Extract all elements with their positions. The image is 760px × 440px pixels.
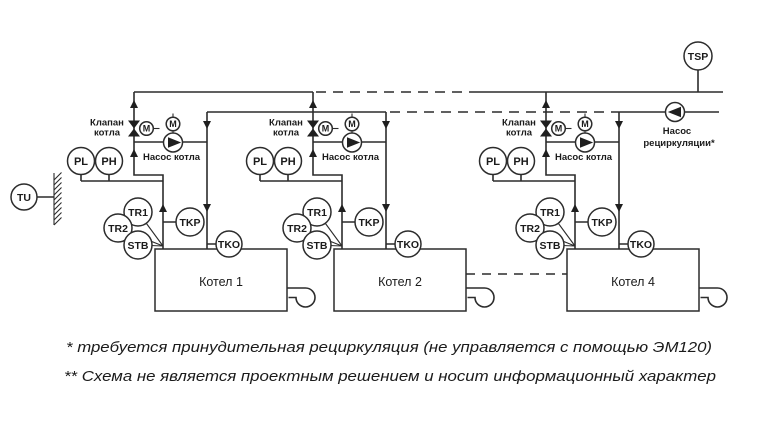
- pump-label: Насос котла: [555, 152, 613, 163]
- sensor-tr1-label: TR1: [307, 207, 327, 219]
- boiler-valve-icon: [128, 121, 140, 129]
- sensor-ph-label: PH: [280, 156, 296, 168]
- valve-motor-label: M: [554, 123, 563, 134]
- boiler-name: Котел 2: [378, 275, 422, 289]
- flow-arrow-up-icon: [159, 204, 167, 212]
- valve-label-line2: котла: [272, 127, 300, 139]
- flow-arrow-up-icon: [130, 149, 138, 157]
- burner-volute-icon: [466, 288, 494, 307]
- sensor-tkp-label: TKP: [358, 217, 380, 229]
- sensor-tr2-label: TR2: [520, 223, 540, 235]
- boiler-valve-icon: [128, 129, 140, 137]
- footnote-1: * требуется принудительная рециркуляция (не управляется с помощью ЭМ120): [66, 339, 713, 356]
- sensor-tko-label: TKO: [396, 239, 420, 251]
- valve-label-line1: Клапан: [269, 117, 303, 129]
- sensor-pl-label: PL: [485, 156, 501, 168]
- sensor-tr1-label: TR1: [540, 207, 560, 219]
- valve-motor-label: M: [321, 123, 330, 134]
- wall-hatch-icon: [54, 173, 62, 226]
- boiler-valve-icon: [540, 129, 552, 137]
- sensor-tko-label: TKO: [629, 239, 653, 251]
- flow-arrow-up-icon: [130, 100, 138, 108]
- sensor-tkp-label: TKP: [591, 217, 613, 229]
- boiler-valve-icon: [540, 121, 552, 129]
- sensor-stb-label: STB: [306, 240, 328, 252]
- sensor-pl-label: PL: [73, 156, 89, 168]
- tsp-sensor-label: TSP: [687, 51, 709, 63]
- flow-arrow-down-icon: [203, 204, 211, 212]
- sensor-ph-label: PH: [101, 156, 117, 168]
- flow-arrow-down-icon: [615, 121, 623, 129]
- sensor-stb-label: STB: [127, 240, 149, 252]
- flow-arrow-up-icon: [542, 100, 550, 108]
- flow-arrow-up-icon: [338, 204, 346, 212]
- sensor-ph-label: PH: [513, 156, 529, 168]
- pump-label: Насос котла: [143, 152, 201, 163]
- recirc-pump-label-line2: рециркуляции*: [643, 138, 715, 149]
- flow-arrow-up-icon: [309, 100, 317, 108]
- boiler-valve-icon: [307, 121, 319, 129]
- outdoor-sensor-assembly: [11, 173, 62, 226]
- flow-arrow-down-icon: [382, 121, 390, 129]
- boiler-valve-icon: [307, 129, 319, 137]
- flow-arrow-down-icon: [203, 121, 211, 129]
- footnote-2: ** Схема не является проектным решением и носит информационный характер: [64, 368, 716, 385]
- flow-arrow-up-icon: [309, 149, 317, 157]
- valve-label-line1: Клапан: [502, 117, 536, 129]
- recirc-pump-label-line1: Насос: [662, 126, 692, 137]
- valve-motor-label: M: [142, 123, 151, 134]
- pump-motor-label: M: [581, 119, 589, 130]
- tu-sensor-label: TU: [17, 192, 31, 204]
- sensor-stb-label: STB: [539, 240, 561, 252]
- sensor-tr1-label: TR1: [128, 207, 148, 219]
- supply-temp-sensor-assembly: [684, 42, 712, 92]
- pump-label: Насос котла: [322, 152, 380, 163]
- valve-label-line2: котла: [93, 127, 121, 139]
- flow-arrow-down-icon: [615, 204, 623, 212]
- valve-label-line1: Клапан: [90, 117, 124, 129]
- sensor-tr2-label: TR2: [108, 223, 128, 235]
- sensor-tkp-label: TKP: [179, 217, 201, 229]
- burner-volute-icon: [287, 288, 315, 307]
- boiler-name: Котел 4: [611, 275, 655, 289]
- flow-arrow-down-icon: [382, 204, 390, 212]
- burner-volute-icon: [699, 288, 727, 307]
- sensor-pl-label: PL: [252, 156, 268, 168]
- boiler-name: Котел 1: [199, 275, 243, 289]
- sensor-tr2-label: TR2: [287, 223, 307, 235]
- sensor-tko-label: TKO: [217, 239, 241, 251]
- flow-arrow-up-icon: [542, 149, 550, 157]
- pump-motor-label: M: [169, 119, 177, 130]
- boiler-unit-3: [480, 92, 728, 311]
- pump-motor-label: M: [348, 119, 356, 130]
- flow-arrow-up-icon: [571, 204, 579, 212]
- recirculation-pump-assembly: [643, 103, 715, 150]
- valve-label-line2: котла: [505, 127, 533, 139]
